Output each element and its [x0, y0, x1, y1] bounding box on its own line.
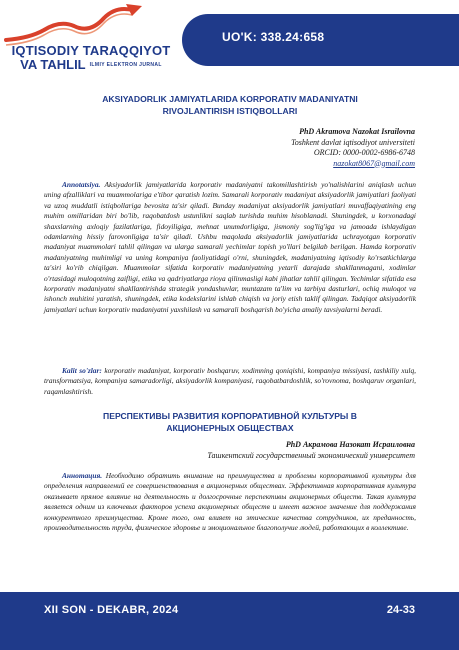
- udk-code: UO'K: 338.24:658: [222, 30, 325, 44]
- abstract-ru-text: Необходимо обратить внимание на преимущества и проблемы корпоративной культуры для определения направлений ее совершенствования в акционерных обществах. Эффективная корпоративная культура оказывает прямое влияние на деятельность и долгосрочные перспективы акционерных обществ. Такая культура является одним из ключевых факторов успеха акционерных обществ и имеет важное значение для поддержания конкурентного преимущества. Кроме того, она влияет на этические качества сотрудников, их преданность, производительность труда, физическое здоровье и эмоциональное благополучие людей, работающих в коллективе.: [44, 471, 416, 533]
- keywords-text: korporativ madaniyat, korporativ boshqaruv, xodimning qoniqishi, kompaniya missiyasi, tashkiliy xulq, transformatsiya, kompaniya samaradorligi, aksiyadorlik kompaniyasi, raqobatbardoshlik, so'rovnoma, boshqaruv organlari, raqamlashtirish.: [44, 366, 416, 396]
- growth-chart-icon: [0, 0, 178, 46]
- russian-author-name: PhD Акрамова Назокат Исраиловна: [285, 440, 415, 449]
- footer-band: [0, 592, 459, 650]
- author-email-link[interactable]: nazokat8067@gmail.com: [333, 158, 415, 168]
- author-affiliation: Toshkent davlat iqtisodiyot universiteti: [291, 137, 415, 147]
- keywords-uz: [44, 366, 416, 397]
- logo-tagline: ILMIY ELEKTRON JURNAL: [89, 62, 162, 69]
- article-title: AKSIYADORLIK JAMIYATLARIDA KORPORATIV MADANIYATNI RIVOJLANTIRISH ISTIQBOLLARI: [102, 94, 358, 116]
- abstract-label: Annotatsiya.: [62, 180, 101, 189]
- russian-title: ПЕРСПЕКТИВЫ РАЗВИТИЯ КОРПОРАТИВНОЙ КУЛЬТУРЫ В АКЦИОНЕРНЫХ ОБЩЕСТВАХ: [103, 411, 357, 433]
- logo-sub-text: VA TAHLIL: [20, 57, 86, 72]
- author-block: [291, 127, 415, 169]
- russian-affiliation: Ташкентский государственный экономический университет: [207, 450, 415, 460]
- issue-label: XII SON - DEKABR, 2024: [44, 604, 179, 616]
- page-range: 24-33: [386, 604, 415, 616]
- keywords-label: Kalit so'zlar:: [62, 366, 102, 375]
- journal-logo: [0, 0, 178, 86]
- abstract-ru: [44, 471, 416, 533]
- abstract-ru-label: Аннотация.: [62, 471, 103, 480]
- abstract-text: Aksiyadorlik jamiyatlarida korporativ madaniyatni takomillashtirish yo'nalishlarini aniqlash uchun uning afzalliklari va muammolariga e'tibor qaratish lozim. Samarali korporativ madaniyat aksiyadorlik jamiyatlari faoliyati va uzoq muddatli istiqbollariga bevosita ta'sir qiladi. Bunday madaniyat aksiyadorlik jamiyatlari muvaffaqiyatining eng muhim omillaridan biri bo'lib, raqobatdosh ustunlikni saqlab turishda muhim hisoblanadi. Shuningdek, u korxonadagi shaxslarning axloqiy fazilatlariga, fidoyiligiga, mehnat unumdorligiga, jismoniy sog'lig'iga va jamoada ishlaydigan odamlarning hissiy farovonligiga ta'sir qiladi. Ushbu maqolada aksiyadorlik jamiyatlarida uchrayotgan korporativ madaniyat muammolari tahlil qilingan va ularga samarali yechimlar topish yo'llari belgilab berilgan. Hamda korporativ madaniyatning muhimligi va uning kompaniya faoliyatidagi o'rni, shuningdek, madaniyatning iqtisodiy ko'rsatkichlarga ta'siri ko'rib chiqilgan. Muammolar sifatida korporativ madaniyatning yetarli darajada shakllanmagani, xodimlar o'rtasidagi muloqotning zaifligi, etika va qadriyatlarga rioya qilinmasligi kabi jihatlar tahlil qilingan. Yechimlar sifatida esa korporativ madaniyatni shakllantirishda strategik yondashuvlar, muntazam ta'lim va tarbiya dasturlari, ochiq muloqot va ishonch muhitini yaratish, shuningdek, etika kodekslarini ishlab chiqish va joriy etish taklif qilingan. Tadqiqot aksiyadorlik jamiyatlari uchun korporativ madaniyatni yaxshilash va samarali boshqarish bo'yicha amaliy tavsiyalarni beradi.: [44, 180, 416, 314]
- logo-title: IQTISODIY TARAQQIYOT: [11, 43, 171, 58]
- journal-header: [0, 0, 459, 86]
- abstract-uz: [44, 180, 416, 315]
- author-orcid: ORCID: 0000-0002-6986-6748: [313, 148, 415, 157]
- author-name: PhD Akramova Nazokat Israilovna: [299, 127, 415, 136]
- russian-author-block: [207, 440, 415, 461]
- logo-subtitle: [6, 58, 176, 72]
